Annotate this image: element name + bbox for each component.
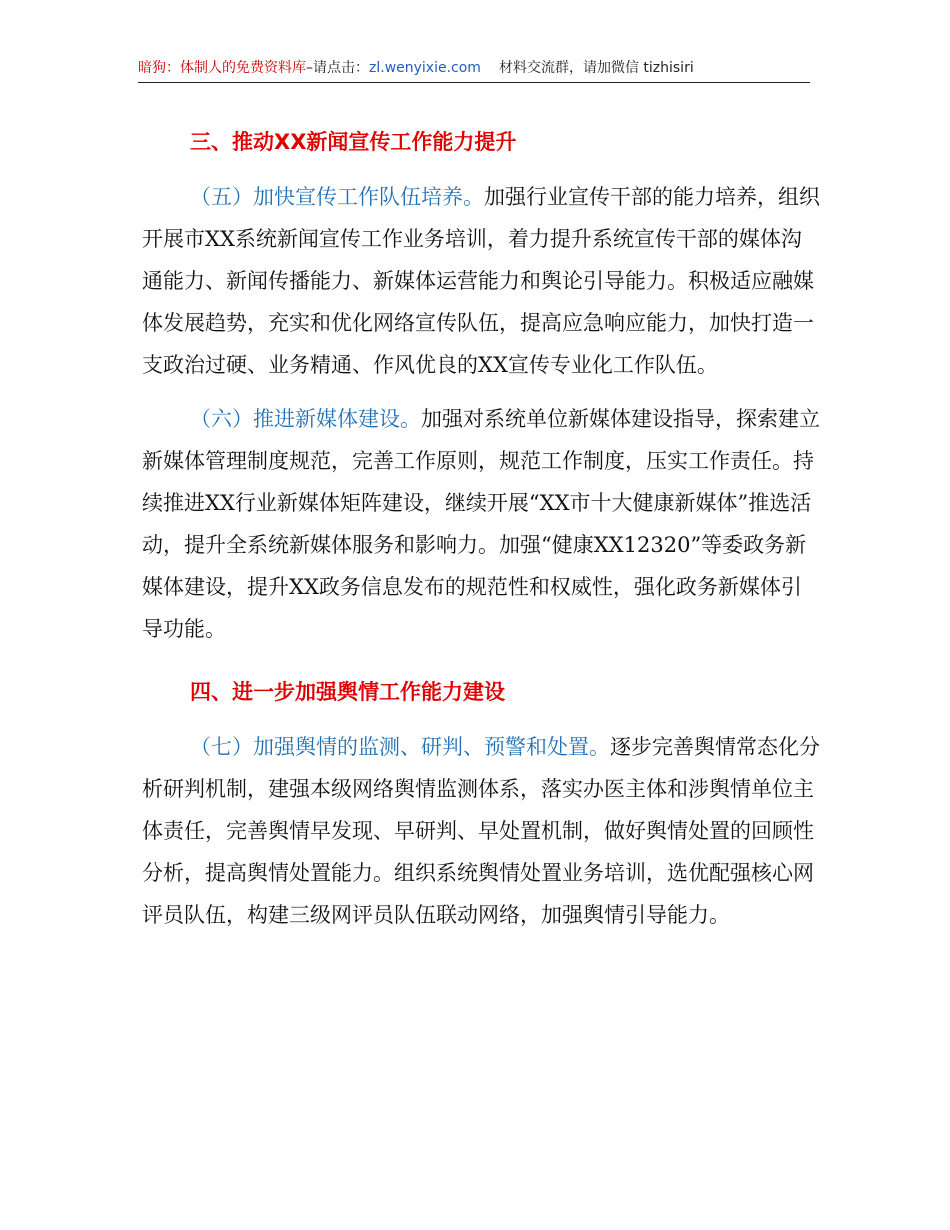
header-click-prompt: –请点击： xyxy=(306,60,369,76)
paragraph-body: 加强对系统单位新媒体建设指导，探索建立新媒体管理制度规范，完善工作原则，规范工作制度，压实工作责任。持续推进XX行业新媒体矩阵建设，继续开展“XX市十大健康新媒体”推选活动，提升全系统新媒体服务和影响力。加强“健康XX12320”等委政务新媒体建设，提升XX政务信息发布的规范性和权威性，强化政务新媒体引导功能。 xyxy=(142,407,820,641)
paragraph-lead: （七）加强舆情的监测、研判、预警和处置。 xyxy=(190,735,610,759)
paragraph-5 xyxy=(142,176,822,386)
header-brand: 暗狗：体制人的免费资料库 xyxy=(138,60,306,76)
paragraph-7 xyxy=(142,726,822,936)
header-contact: 材料交流群，请加微信 tizhisiri xyxy=(498,60,694,76)
section-heading-4: 四、进一步加强舆情工作能力建设 xyxy=(190,680,505,704)
document-body xyxy=(142,120,822,936)
paragraph-lead: （六）推进新媒体建设。 xyxy=(190,407,421,431)
paragraph-lead: （五）加快宣传工作队伍培养。 xyxy=(190,185,484,209)
page-header xyxy=(138,56,810,83)
paragraph-body: 逐步完善舆情常态化分析研判机制，建强本级网络舆情监测体系，落实办医主体和涉舆情单位主体责任，完善舆情早发现、早研判、早处置机制，做好舆情处置的回顾性分析，提高舆情处置能力。组织系统舆情处置业务培训，选优配强核心网评员队伍，构建三级网评员队伍联动网络，加强舆情引导能力。 xyxy=(142,735,820,927)
paragraph-body: 加强行业宣传干部的能力培养，组织开展市XX系统新闻宣传工作业务培训，着力提升系统宣传干部的媒体沟通能力、新闻传播能力、新媒体运营能力和舆论引导能力。积极适应融媒体发展趋势，充实和优化网络宣传队伍，提高应急响应能力，加快打造一支政治过硬、业务精通、作风优良的XX宣传专业化工作队伍。 xyxy=(142,185,820,377)
header-url-link[interactable]: zl.wenyixie.com xyxy=(369,60,481,76)
paragraph-6 xyxy=(142,398,822,650)
section-heading-3: 三、推动XX新闻宣传工作能力提升 xyxy=(190,130,517,154)
